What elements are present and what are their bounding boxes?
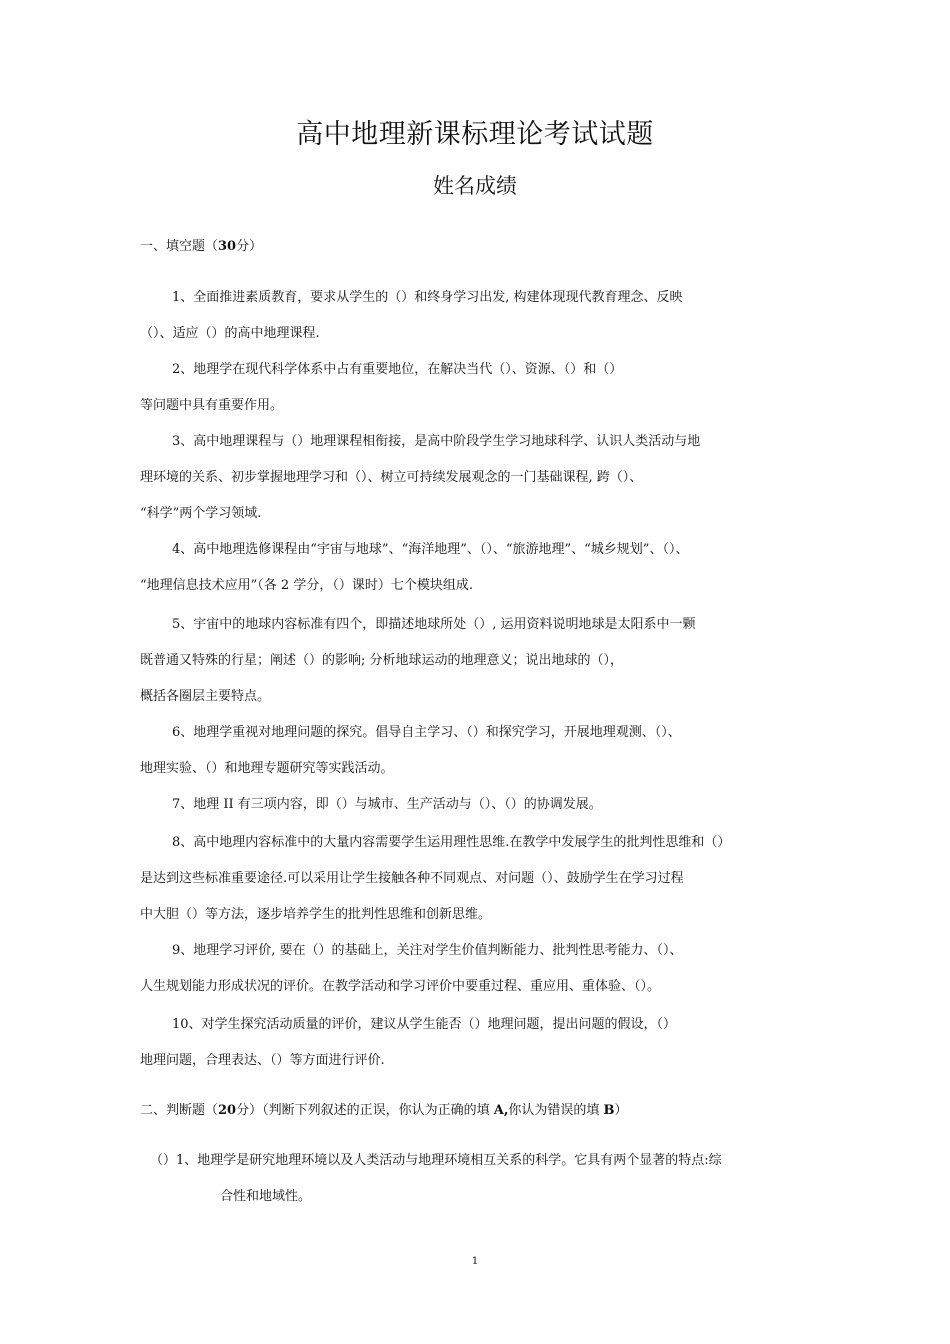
question-line: 1、全面推进素质教育，要求从学生的（）和终身学习出发, 构建体现现代教育理念、反映 [172, 290, 683, 305]
section-heading-fill-in: 一、填空题（30分） [140, 239, 263, 254]
question-line: 10、对学生探究活动质量的评价，建议从学生能否（）地理问题，提出问题的假设，（） [172, 1017, 677, 1032]
question-line: 8、高中地理内容标准中的大量内容需要学生运用理性思维.在教学中发展学生的批判性思维和（） [172, 835, 731, 850]
document-subtitle: 姓名成绩 [433, 174, 517, 198]
question-line: 等问题中具有重要作用。 [140, 398, 284, 413]
question-line: 既普通又特殊的行星；阐述（）的影响; 分析地球运动的地理意义；说出地球的（）， [140, 653, 624, 668]
page-number: 1 [471, 1256, 479, 1267]
question-line: 人生规划能力形成状况的评价。在教学活动和学习评价中要重过程、重应用、重体验、（）。 [140, 979, 661, 994]
question-line: 2、地理学在现代科学体系中占有重要地位，在解决当代（）、资源、（）和（） [172, 362, 623, 377]
question-line: 中大胆（）等方法，逐步培养学生的批判性思维和创新思维。 [140, 907, 492, 922]
question-line: 4、高中地理选修课程由“宇宙与地球”、“海洋地理”、（）、“旅游地理”、“城乡规划”、（）、 [172, 542, 689, 557]
question-line: 概括各圈层主要特点。 [140, 689, 271, 704]
question-line: 地理问题，合理表达、（）等方面进行评价. [140, 1053, 385, 1068]
section-heading-true-false: 二、判断题（20分）（判断下列叙述的正误，你认为正确的填 A,你认为错误的填 B） [140, 1103, 628, 1118]
question-line: 5、宇宙中的地球内容标准有四个，即描述地球所处（）, 运用资料说明地球是太阳系中一颗 [172, 617, 696, 632]
question-line: 9、地理学习评价, 要在（）的基础上，关注对学生价值判断能力、批判性思考能力、（）、 [172, 943, 683, 958]
question-line: 是达到这些标准重要途径.可以采用让学生接触各种不同观点、对问题（）、鼓励学生在学习过程 [140, 871, 684, 886]
question-line: 3、高中地理课程与（）地理课程相衔接，是高中阶段学生学习地球科学、认识人类活动与地 [172, 434, 701, 449]
question-line: “地理信息技术应用”（各 2 学分，（）课时）七个模块组成. [140, 578, 473, 593]
question-line: 7、地理 II 有三项内容，即（）与城市、生产活动与（）、（）的协调发展。 [172, 797, 602, 812]
question-line: （）1、地理学是研究地理环境以及人类活动与地理环境相互关系的科学。它具有两个显著的特点:综 [150, 1153, 722, 1168]
question-line: 地理实验、（）和地理专题研究等实践活动。 [140, 761, 394, 776]
question-line: 6、地理学重视对地理问题的探究。倡导自主学习、（）和探究学习，开展地理观测、（）、 [172, 725, 681, 740]
question-line: “科学”两个学习领域. [140, 506, 262, 521]
question-line: （）、适应（）的高中地理课程. [140, 326, 320, 341]
document-title: 高中地理新课标理论考试试题 [296, 119, 654, 150]
question-line: 合性和地域性。 [220, 1189, 312, 1204]
question-line: 理环境的关系、初步掌握地理学习和（）、树立可持续发展观念的一门基础课程, 跨（）、 [140, 470, 643, 485]
